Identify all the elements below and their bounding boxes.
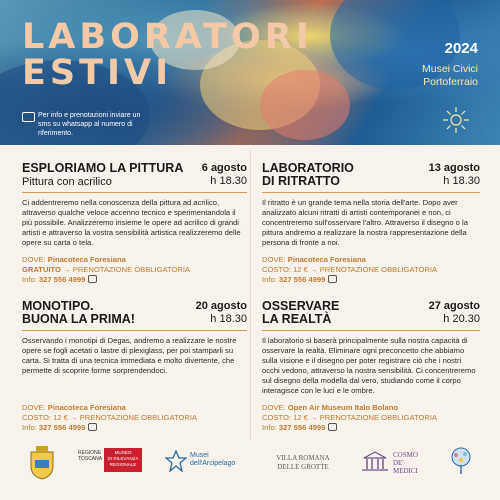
card-date-day: 27 agosto <box>428 300 480 312</box>
sun-icon <box>442 106 470 134</box>
region-logo <box>78 450 103 462</box>
villa-logo <box>272 454 334 472</box>
phone-number[interactable]: 327 556 4999 <box>38 275 86 284</box>
year-label: 2024 <box>444 40 478 57</box>
building-icon <box>360 450 390 472</box>
star-icon <box>165 450 187 472</box>
info-label: Info: <box>22 423 37 432</box>
booking-note: → PRENOTAZIONE OBBLIGATORIA <box>310 265 438 274</box>
where-value: Open Air Museum Italo Bolano <box>287 403 399 412</box>
card-separator <box>262 192 480 193</box>
arcipelago-line2: dell'Arcipelago <box>190 460 236 467</box>
workshop-card-2 <box>262 162 480 292</box>
workshop-card-3 <box>22 300 247 435</box>
card-title-line2: DI RITRATTO <box>262 174 341 188</box>
workshop-card-4 <box>262 300 480 435</box>
card-date-day: 20 agosto <box>195 300 247 312</box>
card-date-day: 13 agosto <box>428 162 480 174</box>
museo-line3: REGIONALE <box>109 462 137 467</box>
card-body: Il ritratto è un grande tema nella storia dell'arte. Dopo aver analizzato alcuni ritratti di artisti contemporanei e non, ci concentreremo sull'osservare l'altro. Attraverso il disegno o la pittura andremo a realizzare la nostra rappresentazione della persona di fronte a noi. <box>262 198 468 247</box>
card-time: h 18.30 <box>210 313 247 325</box>
card-title: ESPLORIAMO LA PITTURA <box>22 161 184 175</box>
where-value: Pinacoteca Foresiana <box>47 403 126 412</box>
tree-icon <box>448 446 474 476</box>
card-time: h 18.30 <box>443 175 480 187</box>
chat-icon <box>22 112 35 122</box>
card-separator <box>22 192 247 193</box>
workshop-card-1 <box>22 162 247 292</box>
phone-number[interactable]: 327 556 4999 <box>278 423 326 432</box>
where-value: Pinacoteca Foresiana <box>287 255 366 264</box>
cosmo-line2: DE' MEDICI <box>393 459 418 475</box>
card-location <box>262 255 366 265</box>
column-divider <box>250 150 251 440</box>
info-text: Per info e prenotazioni inviare un sms su whatsapp al numero di riferimento. <box>38 112 141 137</box>
museum-name <box>422 63 478 89</box>
card-date <box>196 300 247 326</box>
card-title: MONOTIPO. <box>22 299 94 313</box>
card-time: h 18.30 <box>210 175 247 187</box>
card-cost <box>262 265 437 275</box>
where-label: DOVE: <box>22 403 46 412</box>
region-line2: TOSCANA <box>78 456 103 462</box>
cost-value: GRATUITO <box>22 265 61 274</box>
phone-number[interactable]: 327 556 4999 <box>278 275 326 284</box>
card-title: OSSERVARE <box>262 299 340 313</box>
card-date-day: 6 agosto <box>201 162 247 174</box>
info-label: Info: <box>262 275 277 284</box>
card-phone[interactable] <box>22 423 97 433</box>
card-location <box>262 403 398 413</box>
whatsapp-icon <box>88 423 97 431</box>
paint-stroke <box>260 70 350 140</box>
card-phone[interactable] <box>262 423 337 433</box>
hero-title-line1: LABORATORI <box>22 17 313 57</box>
museo-line1: MUSEO <box>114 450 132 455</box>
card-body: Ci addentreremo nella conoscenza della pittura ad acrilico, attraverso qualche veloce accenno tecnico e sperimentandola il più possibile. Analizzeremo insieme le opere ad acrilico di grandi artisti e attraverso la vostra sensibilità artistica realizzeremo delle opere su carta o tela. <box>22 198 241 247</box>
arcipelago-line1: Musei <box>190 452 209 459</box>
cosmo-logo <box>393 451 427 475</box>
phone-number[interactable]: 327 556 4999 <box>38 423 86 432</box>
card-time: h 20.30 <box>443 313 480 325</box>
museum-line1: Musei Civici <box>421 63 478 75</box>
whatsapp-icon <box>328 423 337 431</box>
villa-line1: VILLA ROMANA <box>276 454 330 462</box>
booking-note: → PRENOTAZIONE OBBLIGATORIA <box>310 413 438 422</box>
hero-banner <box>0 0 500 145</box>
card-body: Il laboratorio si baserà principalmente sulla nostra capacità di osservare la realtà. Eliminare ogni preconcetto che abbiamo sulla visione e il disegno per poter registrare ciò che i nostri occhi vedono, attraverso la nostra sensibilità. Ci concentreremo sul disegno della modella dal vero, studiando come il corpo interagisce con le luci e le ombre. <box>262 336 476 395</box>
info-label: Info: <box>262 423 277 432</box>
villa-line2: DELLE GROTTE <box>277 463 329 471</box>
card-phone[interactable] <box>262 275 337 285</box>
where-label: DOVE: <box>22 255 46 264</box>
booking-note: → PRENOTAZIONE OBBLIGATORIA <box>70 413 198 422</box>
card-cost <box>22 413 197 423</box>
cost-value: COSTO: 12 € <box>22 413 68 422</box>
arcipelago-logo <box>190 452 250 468</box>
card-title-line2: BUONA LA PRIMA! <box>22 312 135 326</box>
cosmo-line1: COSMO <box>393 451 418 459</box>
card-date <box>429 300 480 326</box>
where-value: Pinacoteca Foresiana <box>47 255 126 264</box>
museum-line2: Portoferraio <box>423 76 478 88</box>
card-body: Osservando i monotipi di Degas, andremo a realizzare le nostre opere se fogli acetati o lastre di plexiglass, per poi stamparli su carta. Si tratta di una tecnica immediata e molto divertente, che permette di scoprire forme sorprendendoci. <box>22 336 237 375</box>
whatsapp-icon <box>328 275 337 283</box>
cost-value: COSTO: 12 € <box>262 413 308 422</box>
where-label: DOVE: <box>262 255 286 264</box>
card-separator <box>262 330 480 331</box>
card-cost <box>262 413 437 423</box>
card-cost <box>22 265 190 275</box>
crest-icon <box>28 446 56 480</box>
museo-line2: DI RILEVANZA <box>107 456 139 461</box>
info-label: Info: <box>22 275 37 284</box>
region-line1: REGIONE <box>78 450 102 456</box>
card-phone[interactable] <box>22 275 97 285</box>
hero-title-line2: ESTIVI <box>22 53 173 93</box>
card-title-line2: LA REALTÀ <box>262 312 332 326</box>
whatsapp-icon <box>88 275 97 283</box>
card-date <box>429 162 480 188</box>
museo-badge <box>104 448 142 472</box>
cost-value: COSTO: 12 € <box>262 265 308 274</box>
booking-note: → PRENOTAZIONE OBBLIGATORIA <box>63 265 191 274</box>
card-location <box>22 255 126 265</box>
card-subtitle: Pittura con acrilico <box>22 176 112 188</box>
card-date <box>202 162 247 188</box>
where-label: DOVE: <box>262 403 286 412</box>
card-title: LABORATORIO <box>262 161 354 175</box>
partner-logos <box>0 442 500 500</box>
card-location <box>22 403 126 413</box>
card-separator <box>22 330 247 331</box>
